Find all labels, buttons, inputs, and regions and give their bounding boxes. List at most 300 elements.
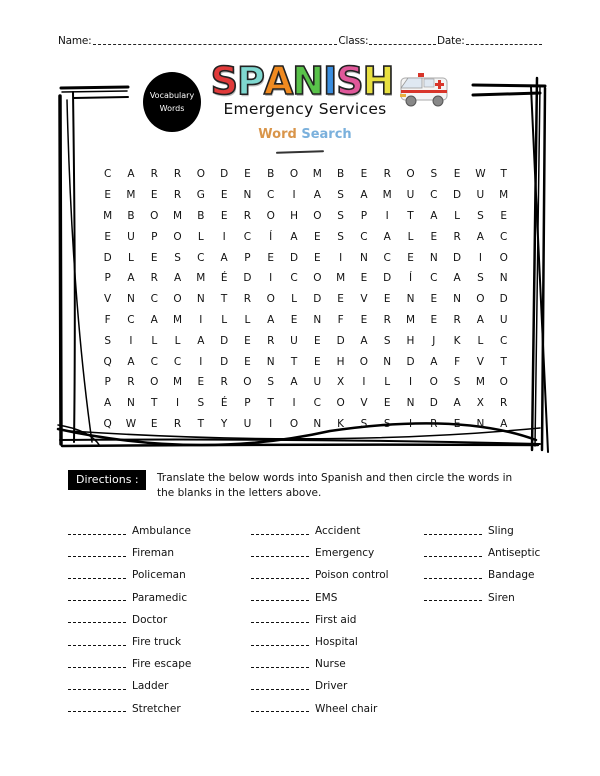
grid-letter[interactable]: L	[174, 334, 181, 347]
grid-letter[interactable]: E	[220, 209, 228, 222]
grid-letter[interactable]: D	[453, 251, 462, 264]
grid-letter[interactable]: D	[336, 334, 345, 347]
grid-letter[interactable]: A	[360, 189, 368, 202]
grid-letter[interactable]: E	[104, 230, 111, 243]
grid-letter[interactable]: O	[359, 355, 369, 368]
grid-letter[interactable]: N	[196, 293, 205, 306]
grid-letter[interactable]: R	[127, 376, 135, 389]
grid-letter[interactable]: C	[290, 272, 298, 285]
grid-letter[interactable]: F	[337, 313, 344, 326]
grid-letter[interactable]: D	[453, 189, 462, 202]
grid-letter[interactable]: I	[408, 376, 413, 389]
grid-letter[interactable]: L	[151, 334, 158, 347]
grid-letter[interactable]: A	[360, 334, 368, 347]
grid-letter[interactable]: E	[430, 313, 438, 326]
word-search-title	[230, 127, 380, 142]
grid-letter[interactable]: U	[127, 230, 135, 243]
vocab-item	[251, 675, 389, 697]
grid-letter[interactable]: M	[382, 189, 392, 202]
grid-letter[interactable]: S	[477, 209, 484, 222]
grid-letter[interactable]: T	[500, 355, 507, 368]
grid-letter[interactable]: E	[290, 313, 298, 326]
answer-blank[interactable]	[251, 705, 309, 712]
grid-letter[interactable]: C	[173, 355, 182, 368]
grid-letter[interactable]: O	[289, 417, 299, 430]
vocab-item	[68, 653, 191, 675]
grid-letter[interactable]: E	[453, 417, 461, 430]
grid-letter[interactable]: E	[337, 293, 344, 306]
grid-letter[interactable]: B	[127, 209, 135, 222]
grid-letter[interactable]: A	[104, 397, 112, 410]
grid-letter[interactable]: C	[150, 355, 158, 368]
grid-letter[interactable]: P	[104, 376, 111, 389]
grid-letter[interactable]: A	[313, 189, 321, 202]
grid-letter[interactable]: P	[360, 209, 368, 222]
answer-blank[interactable]	[68, 572, 126, 579]
grid-letter[interactable]: B	[267, 168, 275, 181]
grid-letter[interactable]: I	[408, 417, 413, 430]
grid-letter[interactable]: X	[337, 376, 345, 389]
grid-letter[interactable]: O	[266, 209, 275, 222]
grid-letter[interactable]: M	[196, 272, 206, 285]
title-spanish	[212, 60, 392, 102]
grid-letter[interactable]: O	[406, 168, 415, 181]
grid-letter[interactable]: S	[477, 272, 484, 285]
grid-letter[interactable]: I	[269, 272, 273, 285]
grid-letter[interactable]: U	[243, 417, 252, 430]
vocabulary-words-badge	[143, 72, 201, 132]
answer-blank[interactable]	[68, 550, 126, 557]
grid-letter[interactable]: I	[292, 397, 296, 410]
grid-letter[interactable]: Q	[103, 355, 112, 368]
grid-letter[interactable]: A	[476, 230, 484, 243]
answer-blank[interactable]	[424, 594, 482, 601]
grid-letter[interactable]: H	[290, 209, 298, 222]
grid-letter[interactable]: E	[244, 334, 251, 347]
grid-letter[interactable]: S	[383, 417, 391, 430]
grid-letter[interactable]: O	[499, 251, 508, 264]
grid-letter[interactable]: D	[220, 334, 229, 347]
grid-letter[interactable]: S	[337, 230, 344, 243]
grid-letter[interactable]: L	[128, 251, 134, 264]
grid-letter[interactable]: A	[220, 251, 228, 264]
directions-text: Translate the below words into Spanish and then circle the words in the blanks in the letters above.	[157, 472, 513, 499]
grid-letter[interactable]: L	[454, 209, 461, 222]
grid-letter[interactable]: I	[292, 189, 296, 202]
grid-letter[interactable]: B	[337, 168, 345, 181]
vocab-word: Antiseptic	[488, 547, 541, 560]
vocab-item	[68, 698, 191, 720]
grid-letter[interactable]: U	[499, 313, 508, 326]
vocab-item	[251, 653, 389, 675]
grid-letter[interactable]: M	[405, 313, 416, 326]
grid-letter[interactable]: É	[220, 397, 228, 410]
grid-letter[interactable]: R	[220, 376, 228, 389]
grid-letter[interactable]: V	[476, 355, 484, 368]
grid-letter[interactable]: R	[150, 168, 158, 181]
grid-letter[interactable]: Y	[220, 417, 228, 430]
grid-letter[interactable]: C	[360, 230, 368, 243]
name-field[interactable]	[93, 35, 338, 45]
vocab-word: Fireman	[132, 547, 175, 560]
search-label: Search	[301, 127, 352, 142]
grid-letter[interactable]: T	[407, 209, 414, 222]
grid-letter[interactable]: E	[360, 168, 368, 181]
name-label: Name:	[58, 35, 92, 47]
grid-letter[interactable]: A	[430, 209, 438, 222]
grid-letter[interactable]: S	[197, 397, 205, 410]
vocab-word: Paramedic	[132, 591, 188, 604]
grid-letter[interactable]: D	[313, 293, 322, 306]
grid-letter[interactable]: N	[243, 189, 252, 202]
grid-letter[interactable]: E	[453, 168, 461, 181]
grid-letter[interactable]: H	[336, 355, 345, 368]
answer-blank[interactable]	[68, 661, 126, 668]
vocab-column-1	[68, 520, 191, 720]
answer-blank[interactable]	[251, 639, 309, 646]
answer-blank[interactable]	[251, 528, 309, 535]
grid-letter[interactable]: O	[336, 397, 345, 410]
grid-letter[interactable]: I	[199, 313, 203, 326]
answer-blank[interactable]	[251, 683, 309, 690]
grid-letter[interactable]: I	[199, 355, 203, 368]
grid-letter[interactable]: É	[220, 272, 228, 285]
grid-letter[interactable]: S	[174, 251, 181, 264]
vocab-word: Stretcher	[132, 702, 181, 715]
vocab-item	[424, 564, 540, 586]
vocab-item	[424, 520, 540, 542]
answer-blank[interactable]	[68, 683, 126, 690]
word-label: Word	[258, 127, 297, 142]
grid-letter[interactable]: C	[500, 230, 508, 243]
grid-letter[interactable]: E	[360, 272, 368, 285]
vocab-word: Wheel chair	[315, 702, 378, 715]
vocab-item	[251, 609, 389, 631]
grid-letter[interactable]: R	[243, 293, 252, 306]
grid-letter[interactable]: A	[476, 313, 484, 326]
grid-letter[interactable]: O	[476, 293, 485, 306]
grid-letter[interactable]: R	[173, 168, 182, 181]
grid-letter[interactable]: D	[220, 168, 229, 181]
grid-letter[interactable]: V	[360, 397, 368, 410]
grid-letter[interactable]: B	[197, 209, 205, 222]
grid-letter[interactable]: S	[267, 376, 275, 389]
grid-letter[interactable]: N	[266, 355, 275, 368]
grid-letter[interactable]: U	[313, 376, 322, 389]
grid-letter[interactable]: C	[197, 251, 205, 264]
title-letter: N	[292, 59, 324, 103]
word-search-grid	[96, 164, 516, 434]
grid-letter[interactable]: R	[453, 313, 461, 326]
grid-letter[interactable]: W	[125, 417, 137, 430]
grid-letter[interactable]: X	[476, 397, 484, 410]
grid-letter[interactable]: A	[500, 417, 508, 430]
grid-letter[interactable]: W	[475, 168, 486, 181]
grid-letter[interactable]: S	[337, 189, 344, 202]
grid-letter[interactable]: M	[475, 376, 485, 389]
grid-letter[interactable]: O	[150, 376, 159, 389]
title-letter: P	[236, 59, 264, 103]
grid-letter[interactable]: E	[314, 355, 321, 368]
grid-letter[interactable]: N	[359, 251, 368, 264]
answer-blank[interactable]	[68, 528, 126, 535]
grid-letter[interactable]: M	[173, 376, 183, 389]
grid-letter[interactable]: E	[267, 251, 275, 264]
grid-letter[interactable]: M	[173, 209, 183, 222]
grid-letter[interactable]: C	[500, 334, 508, 347]
grid-letter[interactable]: E	[500, 209, 508, 222]
grid-letter[interactable]: I	[339, 251, 343, 264]
grid-letter[interactable]: O	[289, 168, 299, 181]
grid-letter[interactable]: G	[196, 189, 205, 202]
grid-letter[interactable]: C	[430, 189, 438, 202]
answer-blank[interactable]	[424, 528, 482, 535]
grid-letter[interactable]: M	[173, 313, 183, 326]
answer-blank[interactable]	[251, 550, 309, 557]
grid-letter[interactable]: A	[127, 272, 135, 285]
grid-letter[interactable]: A	[453, 397, 461, 410]
grid-letter[interactable]: E	[244, 168, 251, 181]
grid-letter[interactable]: H	[406, 334, 415, 347]
grid-letter[interactable]: P	[151, 230, 158, 243]
grid-letter[interactable]: E	[104, 189, 111, 202]
grid-letter[interactable]: E	[360, 313, 368, 326]
grid-letter[interactable]: P	[244, 251, 251, 264]
grid-letter[interactable]: E	[197, 376, 205, 389]
vocab-item	[251, 698, 389, 720]
title-underline	[276, 150, 324, 154]
answer-blank[interactable]	[251, 572, 309, 579]
grid-letter[interactable]: D	[243, 272, 252, 285]
grid-letter[interactable]: I	[478, 251, 482, 264]
grid-letter[interactable]: A	[290, 376, 298, 389]
grid-letter[interactable]: E	[430, 230, 438, 243]
grid-letter[interactable]: R	[383, 313, 391, 326]
grid-letter[interactable]: N	[499, 272, 508, 285]
grid-letter[interactable]: E	[430, 293, 438, 306]
grid-letter[interactable]: F	[454, 355, 461, 368]
grid-letter[interactable]: I	[222, 230, 226, 243]
date-label: Date:	[436, 35, 465, 47]
directions-label: Directions :	[68, 470, 146, 490]
grid-letter[interactable]: S	[430, 168, 438, 181]
grid-letter[interactable]: L	[244, 313, 251, 326]
grid-letter[interactable]: T	[500, 168, 507, 181]
grid-letter[interactable]: I	[385, 209, 389, 222]
grid-letter[interactable]: V	[104, 293, 112, 306]
grid-letter[interactable]: C	[430, 272, 438, 285]
vocab-word: Ladder	[132, 680, 169, 693]
grid-letter[interactable]: D	[499, 293, 508, 306]
grid-letter[interactable]: O	[313, 272, 322, 285]
grid-letter[interactable]: S	[383, 334, 391, 347]
vocab-item	[251, 587, 389, 609]
grid-letter[interactable]: L	[197, 230, 204, 243]
answer-blank[interactable]	[251, 616, 309, 623]
grid-letter[interactable]: R	[453, 230, 461, 243]
grid-letter[interactable]: N	[313, 417, 322, 430]
grid-letter[interactable]: A	[197, 334, 205, 347]
grid-letter[interactable]: A	[150, 313, 158, 326]
grid-letter[interactable]: F	[104, 313, 111, 326]
grid-letter[interactable]: A	[290, 230, 298, 243]
grid-letter[interactable]: C	[127, 313, 135, 326]
grid-letter[interactable]: S	[360, 417, 368, 430]
grid-letter[interactable]: I	[129, 334, 133, 347]
vocab-word: EMS	[315, 591, 338, 604]
grid-letter[interactable]: E	[383, 293, 391, 306]
grid-letter[interactable]: N	[406, 397, 415, 410]
grid-letter[interactable]: C	[313, 397, 321, 410]
grid-letter[interactable]: R	[430, 417, 438, 430]
grid-letter[interactable]: O	[196, 168, 205, 181]
grid-letter[interactable]: U	[406, 189, 415, 202]
grid-letter[interactable]: K	[337, 417, 345, 430]
grid-letter[interactable]: I	[175, 397, 180, 410]
grid-letter[interactable]: E	[314, 334, 321, 347]
grid-letter[interactable]: D	[103, 251, 112, 264]
vocab-word: Emergency	[315, 547, 375, 560]
grid-letter[interactable]: V	[360, 293, 368, 306]
grid-letter[interactable]: I	[362, 376, 366, 389]
vocab-word: Accident	[315, 525, 361, 538]
grid-letter[interactable]: N	[453, 293, 462, 306]
grid-letter[interactable]: E	[383, 397, 391, 410]
grid-letter[interactable]: A	[127, 355, 135, 368]
grid-letter[interactable]: R	[150, 272, 158, 285]
answer-blank[interactable]	[68, 639, 126, 646]
grid-letter[interactable]: N	[127, 397, 135, 410]
grid-letter[interactable]: D	[406, 355, 415, 368]
grid-letter[interactable]: T	[267, 397, 274, 410]
subtitle: Emergency Services	[223, 100, 387, 118]
grid-letter[interactable]: S	[104, 334, 111, 347]
vocab-item	[68, 564, 191, 586]
grid-letter[interactable]: M	[312, 168, 322, 181]
grid-letter[interactable]: C	[267, 189, 275, 202]
grid-letter[interactable]: T	[197, 417, 205, 430]
class-field[interactable]	[369, 35, 436, 45]
grid-letter[interactable]: R	[173, 189, 182, 202]
answer-blank[interactable]	[424, 550, 482, 557]
grid-letter[interactable]: C	[150, 293, 158, 306]
grid-letter[interactable]: O	[313, 209, 322, 222]
grid-letter[interactable]: M	[126, 189, 136, 202]
grid-letter[interactable]: S	[453, 376, 461, 389]
grid-letter[interactable]: P	[104, 272, 111, 285]
grid-letter[interactable]: D	[429, 397, 438, 410]
grid-letter[interactable]: A	[267, 313, 275, 326]
grid-letter[interactable]: Í	[408, 272, 413, 285]
grid-letter[interactable]: D	[289, 251, 299, 264]
grid-letter[interactable]: N	[127, 293, 135, 306]
answer-blank[interactable]	[68, 594, 126, 601]
answer-blank[interactable]	[68, 616, 126, 623]
grid-letter[interactable]: N	[429, 251, 438, 264]
grid-letter[interactable]: M	[499, 189, 509, 202]
date-field[interactable]	[466, 35, 542, 45]
grid-letter[interactable]: E	[150, 251, 158, 264]
answer-blank[interactable]	[424, 572, 482, 579]
title-letter: S	[336, 59, 363, 103]
vocab-item	[68, 587, 191, 609]
grid-letter[interactable]: O	[150, 209, 159, 222]
grid-letter[interactable]: U	[476, 189, 485, 202]
grid-letter[interactable]: R	[173, 417, 182, 430]
grid-letter[interactable]: A	[173, 272, 182, 285]
grid-letter[interactable]: L	[477, 334, 484, 347]
grid-letter[interactable]: N	[383, 355, 392, 368]
answer-blank[interactable]	[251, 594, 309, 601]
grid-letter[interactable]: E	[314, 230, 321, 243]
grid-letter[interactable]: E	[407, 251, 414, 264]
answer-blank[interactable]	[68, 705, 126, 712]
grid-letter[interactable]: O	[499, 376, 508, 389]
grid-letter[interactable]: J	[432, 334, 436, 347]
grid-letter[interactable]: L	[291, 293, 297, 306]
grid-letter[interactable]: N	[406, 293, 415, 306]
vocab-word: Sling	[488, 525, 514, 538]
grid-letter[interactable]: L	[221, 313, 228, 326]
grid-letter[interactable]: D	[383, 272, 392, 285]
grid-letter[interactable]: P	[244, 397, 251, 410]
grid-letter[interactable]: L	[384, 376, 391, 389]
grid-letter[interactable]: A	[453, 272, 461, 285]
grid-letter[interactable]: D	[220, 355, 229, 368]
grid-letter[interactable]: A	[127, 168, 135, 181]
grid-letter[interactable]: O	[173, 230, 182, 243]
grid-letter[interactable]: N	[476, 417, 485, 430]
grid-letter[interactable]: U	[290, 334, 298, 347]
grid-letter[interactable]: R	[267, 334, 275, 347]
grid-letter[interactable]: E	[150, 417, 158, 430]
vocab-item	[251, 631, 389, 653]
grid-letter[interactable]: C	[243, 230, 252, 243]
grid-letter[interactable]: E	[150, 189, 158, 202]
vocab-word: Driver	[315, 680, 348, 693]
grid-letter[interactable]: C	[383, 251, 391, 264]
grid-letter[interactable]: O	[266, 293, 275, 306]
grid-letter[interactable]: L	[407, 230, 414, 243]
grid-letter[interactable]: T	[220, 293, 228, 306]
grid-letter[interactable]: R	[383, 168, 391, 181]
grid-letter[interactable]: A	[383, 230, 391, 243]
grid-letter[interactable]: R	[243, 209, 252, 222]
grid-letter[interactable]: K	[453, 334, 461, 347]
grid-letter[interactable]: E	[314, 251, 321, 264]
grid-letter[interactable]: E	[244, 355, 251, 368]
grid-letter[interactable]: S	[337, 209, 344, 222]
grid-letter[interactable]: M	[103, 209, 113, 222]
grid-letter[interactable]: T	[290, 355, 298, 368]
grid-letter[interactable]: Q	[103, 417, 112, 430]
grid-letter[interactable]: E	[220, 189, 228, 202]
grid-letter[interactable]: R	[500, 397, 508, 410]
grid-letter[interactable]: N	[313, 313, 322, 326]
vocab-word: First aid	[315, 613, 357, 626]
grid-letter[interactable]: O	[243, 376, 252, 389]
grid-letter[interactable]: O	[173, 293, 182, 306]
answer-blank[interactable]	[251, 661, 309, 668]
grid-letter[interactable]: A	[430, 355, 438, 368]
grid-letter[interactable]: M	[336, 272, 346, 285]
grid-letter[interactable]: I	[269, 417, 273, 430]
grid-letter[interactable]: T	[151, 397, 158, 410]
vocab-word: Fire escape	[132, 658, 192, 671]
grid-letter[interactable]: O	[429, 376, 438, 389]
grid-letter[interactable]: Í	[269, 230, 273, 243]
grid-letter[interactable]: C	[103, 168, 112, 181]
